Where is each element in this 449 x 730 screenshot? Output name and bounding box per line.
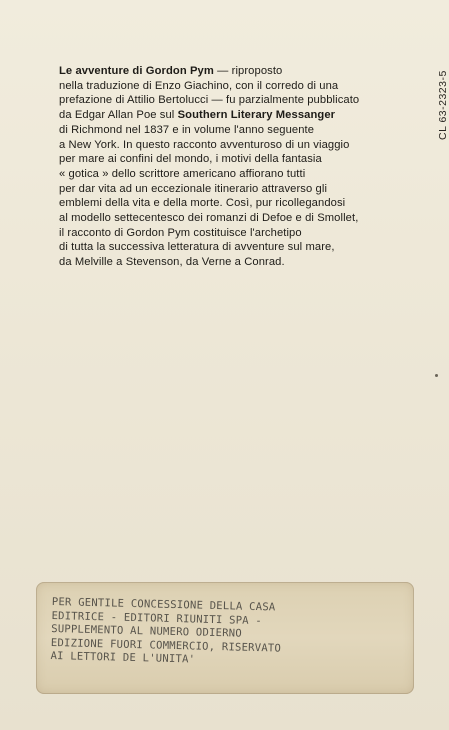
stamp-line: EDITRICE - EDITORI RIUNITI SPA -: [51, 609, 263, 627]
magazine-title: Southern Literary Messanger: [177, 109, 336, 122]
stamp-line: SUPPLEMENTO AL NUMERO ODIERNO: [51, 623, 243, 640]
description-line-12: il racconto di Gordon Pym costituisce l'archetipo: [59, 226, 302, 239]
description-line-5: di Richmond nel 1837 e in volume l'anno seguente: [59, 123, 315, 136]
description-line-10: emblemi della vita e della morte. Così, pur ricollegandosi: [59, 197, 346, 210]
description-line-14: da Melville a Stevenson, da Verne a Conrad.: [59, 256, 285, 269]
description-line-6: a New York. In questo racconto avventuroso di un viaggio: [59, 138, 350, 151]
description-line-3: prefazione di Attilio Bertolucci — fu parzialmente pubblicato: [59, 94, 360, 107]
description-text: da Edgar Allan Poe sul: [59, 109, 178, 122]
stamp-line: EDIZIONE FUORI COMMERCIO, RISERVATO: [50, 636, 282, 655]
book-description: [59, 64, 425, 270]
description-line-2: nella traduzione di Enzo Giachino, con il corredo di una: [59, 79, 339, 92]
description-line-9: per dar vita ad un eccezionale itinerario attraverso gli: [59, 182, 328, 195]
stamp-line: AI LETTORI DE L'UNITA': [50, 650, 196, 666]
paper-speck: [435, 374, 438, 377]
description-line-8: « gotica » dello scrittore americano affiorano tutti: [59, 167, 306, 180]
description-line-1: [59, 64, 425, 79]
catalog-code: CL 63-2323-5: [437, 70, 449, 140]
book-title: Le avventure di Gordon Pym: [59, 65, 214, 77]
description-line-7: per mare ai confini del mondo, i motivi della fantasia: [59, 153, 322, 166]
description-line-11: al modello settecentesco dei romanzi di Defoe e di Smollet,: [59, 212, 359, 225]
stamp-line: PER GENTILE CONCESSIONE DELLA CASA: [51, 596, 276, 614]
typewritten-stamp: [50, 596, 282, 670]
description-line-4: [59, 108, 425, 123]
description-text: — riproposto: [213, 65, 283, 77]
description-line-13: di tutta la successiva letteratura di avventure sul mare,: [59, 241, 335, 254]
